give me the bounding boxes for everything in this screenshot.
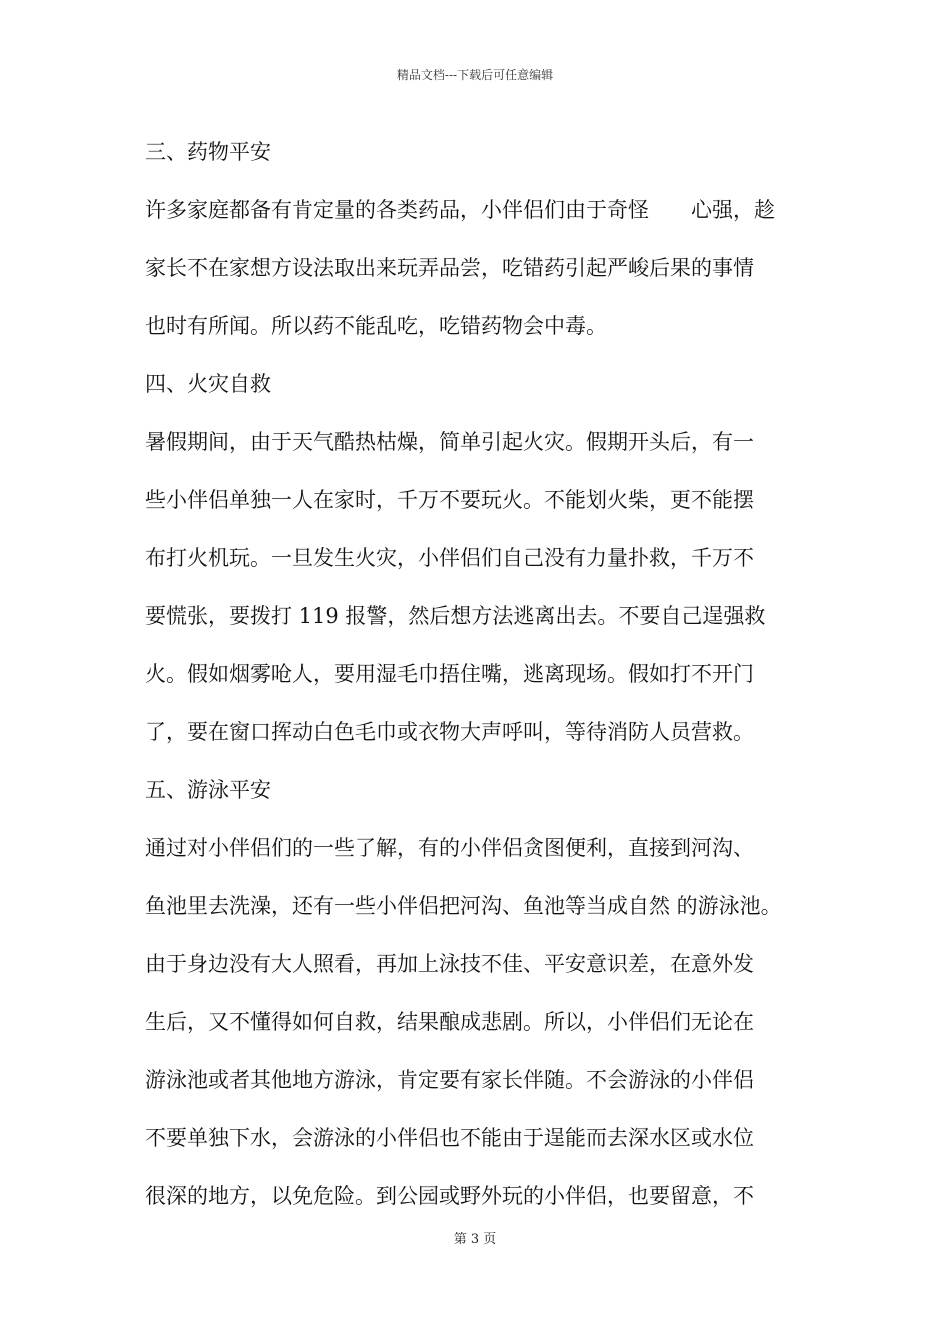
paragraph-line: 些小伴侣单独一人在家时，千万不要玩火。不能划火柴，更不能摆 [145,488,754,512]
paragraph-line: 了，要在窗口挥动白色毛巾或衣物大声呼叫，等待消防人员营救。 [145,720,754,744]
paragraph-line: 要慌张，要拨打 119 报警，然后想方法逃离出去。不要自己逞强救 [145,604,766,628]
paragraph-line: 很深的地方，以免危险。到公园或野外玩的小伴侣，也要留意，不 [145,1184,754,1208]
paragraph-line: 鱼池里去洗澡，还有一些小伴侣把河沟、鱼池等当成自然 的游泳池。 [145,894,782,918]
document-body [145,134,815,1236]
section-heading: 三、药物平安 [145,140,271,164]
paragraph-line: 火。假如烟雾呛人，要用湿毛巾捂住嘴，逃离现场。假如打不开门 [145,662,754,686]
page-number: 第 3 页 [453,1232,497,1247]
section-heading: 五、游泳平安 [145,778,271,802]
paragraph-line: 生后，又不懂得如何自救，结果酿成悲剧。所以，小伴侣们无论在 [145,1010,754,1034]
paragraph-line: 由于身边没有大人照看，再加上泳技不佳、平安意识差，在意外发 [145,952,754,976]
paragraph-line: 家长不在家想方设法取出来玩弄品尝，吃错药引起严峻后果的事情 [145,256,754,280]
paragraph-line: 通过对小伴侣们的一些了解，有的小伴侣贪图便利，直接到河沟、 [145,836,754,860]
page-header: 精品文档---下载后可任意编辑 [396,68,554,82]
section-heading: 四、火灾自救 [145,372,271,396]
paragraph-line: 游泳池或者其他地方游泳，肯定要有家长伴随。不会游泳的小伴侣 [145,1068,754,1092]
paragraph-line: 暑假期间，由于天气酷热枯燥，简单引起火灾。假期开头后，有一 [145,430,754,454]
paragraph-line: 布打火机玩。一旦发生火灾，小伴侣们自己没有力量扑救，千万不 [145,546,754,570]
paragraph-line: 不要单独下水，会游泳的小伴侣也不能由于逞能而去深水区或水位 [145,1126,754,1150]
paragraph-line: 许多家庭都备有肯定量的各类药品，小伴侣们由于奇怪 心强，趁 [145,198,775,222]
paragraph-line: 也时有所闻。所以药不能乱吃，吃错药物会中毒。 [145,314,607,338]
